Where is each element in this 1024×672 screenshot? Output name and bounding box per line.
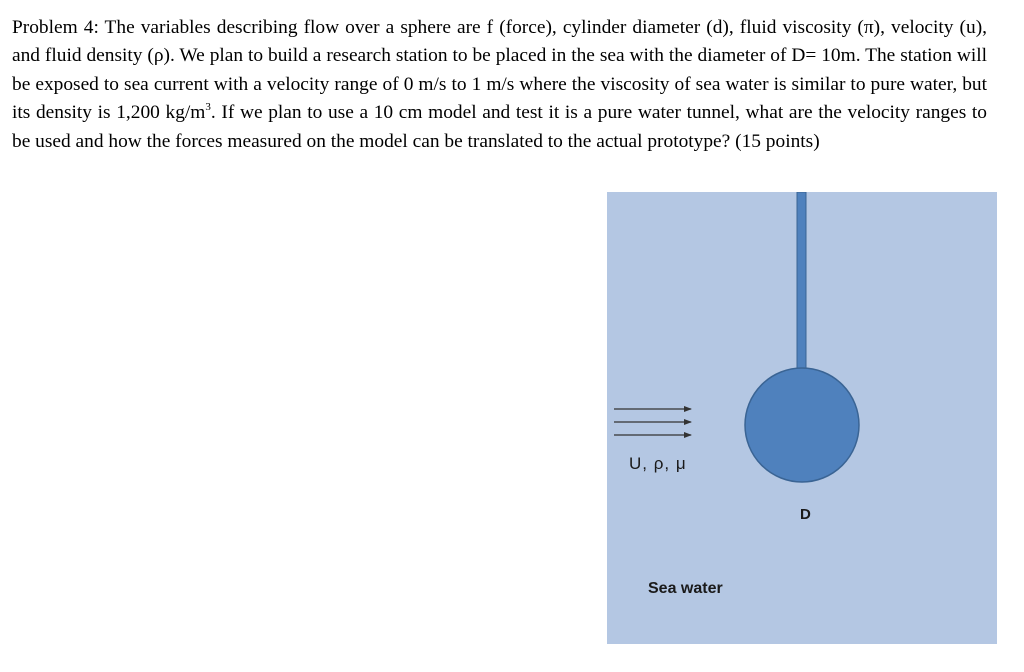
sea-water-label: Sea water (648, 580, 723, 597)
sphere (745, 368, 859, 482)
problem-statement (12, 14, 987, 156)
figure-drawing (607, 192, 997, 644)
diameter-label: D (800, 506, 811, 523)
problem-outro-text: . If we plan to use a 10 cm model and test it is a pure water tunnel, what are the velocity ranges to be used and how the forces measured on the model can be translated to the actual prototype? (15 points) (12, 102, 987, 152)
problem-intro-text: Problem 4: The variables describing flow over a sphere are f (force), cylinder diameter (d), fluid viscosity (π), velocity (u), and fluid density (ρ). We plan to build a research station to be placed in the sea with the diameter of D= 10m. The station will be exposed to sea current with a velocity range of 0 m/s to 1 m/s where the viscosity of sea water is similar to pure water, but its density is 1,200 kg/m (12, 17, 987, 124)
density-exponent: 3 (205, 101, 211, 114)
sea-water-figure (607, 192, 997, 644)
support-rod (797, 192, 806, 368)
flow-variables-label: U, ρ, μ (629, 454, 687, 473)
